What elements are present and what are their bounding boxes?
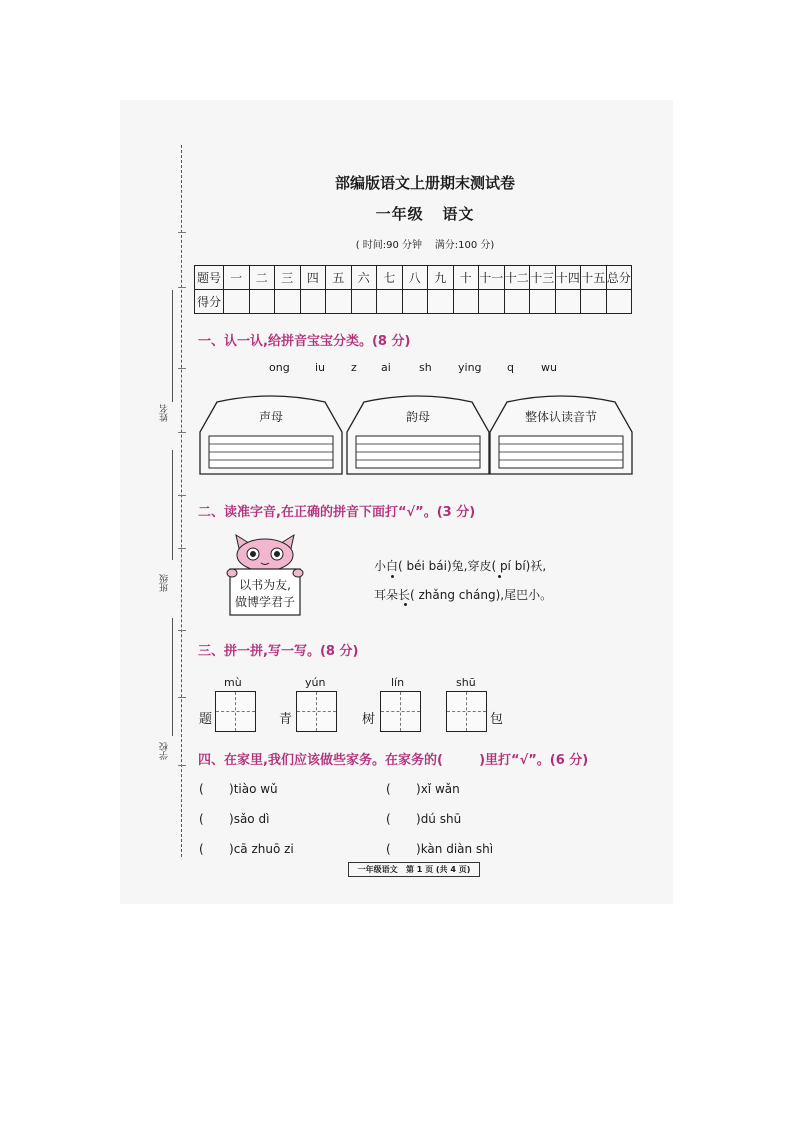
answer-paren[interactable]: ( — [199, 842, 204, 856]
column-header: 八 — [402, 266, 428, 290]
chore-text: tiào wǔ — [233, 782, 278, 796]
writing-grid[interactable] — [380, 691, 421, 732]
answer-paren[interactable]: ( — [386, 812, 391, 826]
score-table — [194, 265, 632, 314]
exam-info: ( 时间:90 分钟 满分:100 分) — [355, 240, 495, 251]
house-shengmu — [197, 394, 345, 478]
column-header: 十一 — [479, 266, 505, 290]
given-char: 树 — [362, 712, 376, 727]
writing-grid[interactable] — [215, 691, 256, 732]
given-char: 包 — [490, 712, 504, 727]
score-cell[interactable] — [581, 290, 607, 314]
column-header: 十二 — [504, 266, 530, 290]
emphasis-dot — [404, 603, 407, 606]
table-row — [195, 266, 632, 290]
house-yunmu — [344, 394, 492, 478]
margin-tick — [178, 495, 186, 496]
pinyin-item: q — [507, 361, 514, 374]
pinyin-item: ying — [458, 361, 482, 374]
pinyin-item: lín — [391, 676, 405, 689]
motto-line: 做博学君子 — [234, 595, 295, 609]
answer-paren[interactable]: ( — [386, 782, 391, 796]
writing-grid[interactable] — [446, 691, 487, 732]
score-cell[interactable] — [530, 290, 556, 314]
pinyin-item: yún — [305, 676, 326, 689]
column-header: 十四 — [555, 266, 581, 290]
score-cell[interactable] — [326, 290, 352, 314]
writing-grid[interactable] — [296, 691, 337, 732]
score-cell[interactable] — [224, 290, 250, 314]
given-char: 题 — [199, 712, 213, 727]
class-underline — [172, 450, 173, 560]
section1-heading: 一、认一认,给拼音宝宝分类。(8 分) — [198, 334, 411, 349]
column-header: 总分 — [606, 266, 632, 290]
column-header: 五 — [326, 266, 352, 290]
chore-text: cā zhuō zi — [233, 842, 294, 856]
section3-heading: 三、拼一拼,写一写。(8 分) — [198, 644, 359, 659]
chore-text: dú shū — [420, 812, 462, 826]
emphasis-dot — [391, 575, 394, 578]
column-header: 十 — [453, 266, 479, 290]
row-header: 题号 — [195, 266, 224, 290]
answer-paren[interactable]: ) — [229, 812, 234, 826]
column-header: 六 — [351, 266, 377, 290]
page-title: 部编版语文上册期末测试卷 — [334, 174, 515, 192]
column-header: 一 — [224, 266, 250, 290]
table-row — [195, 290, 632, 314]
score-cell[interactable] — [402, 290, 428, 314]
answer-paren[interactable]: ( — [386, 842, 391, 856]
section4-heading: 四、在家里,我们应该做些家务。在家务的( )里打“√”。(6 分) — [198, 753, 589, 768]
score-cell[interactable] — [606, 290, 632, 314]
motto-line: 以书为友, — [239, 578, 291, 592]
chore-text: xǐ wǎn — [420, 782, 460, 796]
chore-item[interactable] — [199, 782, 278, 796]
score-cell[interactable] — [504, 290, 530, 314]
answer-paren[interactable]: ) — [229, 782, 234, 796]
house-label: 声母 — [258, 410, 283, 424]
house-label: 韵母 — [405, 410, 430, 424]
pinyin-item: shū — [456, 676, 476, 689]
chore-item[interactable] — [199, 842, 294, 856]
school-label: 学校 — [160, 742, 170, 760]
pinyin-item: iu — [315, 361, 326, 374]
section2-heading: 二、读准字音,在正确的拼音下面打“√”。(3 分) — [198, 505, 476, 520]
column-header: 七 — [377, 266, 403, 290]
page-footer: 一年级语文 第 1 页 (共 4 页) — [348, 862, 480, 877]
column-header: 二 — [249, 266, 275, 290]
score-cell[interactable] — [300, 290, 326, 314]
chore-item[interactable] — [386, 812, 461, 826]
score-cell[interactable] — [377, 290, 403, 314]
margin-tick — [178, 765, 186, 766]
question-line: 耳朵长( zhǎng cháng),尾巴小。 — [374, 588, 553, 602]
chore-item[interactable] — [199, 812, 269, 826]
answer-paren[interactable]: ) — [416, 812, 421, 826]
margin-tick — [178, 232, 186, 233]
grade-subject: 一年级 语文 — [375, 205, 475, 223]
given-char: 青 — [279, 712, 293, 727]
school-underline — [172, 618, 173, 736]
score-cell[interactable] — [275, 290, 301, 314]
chore-text: kàn diàn shì — [420, 842, 494, 856]
answer-paren[interactable]: ( — [199, 812, 204, 826]
column-header: 十三 — [530, 266, 556, 290]
name-underline — [172, 290, 173, 402]
chore-item[interactable] — [386, 782, 460, 796]
margin-tick — [178, 368, 186, 369]
column-header: 四 — [300, 266, 326, 290]
pinyin-item: sh — [419, 361, 432, 374]
margin-tick — [178, 697, 186, 698]
name-label: 姓名 — [160, 404, 170, 422]
house-label: 整体认读音节 — [524, 410, 597, 424]
emphasis-dot — [498, 575, 501, 578]
column-header: 十五 — [581, 266, 607, 290]
score-cell[interactable] — [555, 290, 581, 314]
margin-tick — [178, 432, 186, 433]
answer-paren[interactable]: ) — [229, 842, 234, 856]
pinyin-item: z — [351, 361, 357, 374]
column-header: 九 — [428, 266, 454, 290]
answer-paren[interactable]: ) — [416, 782, 421, 796]
score-cell[interactable] — [351, 290, 377, 314]
answer-paren[interactable]: ) — [416, 842, 421, 856]
score-cell[interactable] — [453, 290, 479, 314]
margin-tick — [178, 548, 186, 549]
chore-text: sǎo dì — [233, 812, 270, 826]
chore-item[interactable] — [386, 842, 493, 856]
house-zhengti — [487, 394, 635, 478]
pinyin-item: ong — [269, 361, 290, 374]
binding-dashed-line — [181, 145, 182, 857]
pinyin-item: wu — [541, 361, 557, 374]
pinyin-item: mù — [224, 676, 242, 689]
row-header: 得分 — [195, 290, 224, 314]
score-cell[interactable] — [428, 290, 454, 314]
pinyin-item: ai — [381, 361, 391, 374]
column-header: 三 — [275, 266, 301, 290]
class-label: 班级 — [160, 574, 170, 592]
question-line: 小白( béi bái)兔,穿皮( pí bí)袄, — [374, 559, 547, 573]
margin-tick — [178, 630, 186, 631]
score-cell[interactable] — [249, 290, 275, 314]
margin-tick — [178, 287, 186, 288]
answer-paren[interactable]: ( — [199, 782, 204, 796]
score-cell[interactable] — [479, 290, 505, 314]
